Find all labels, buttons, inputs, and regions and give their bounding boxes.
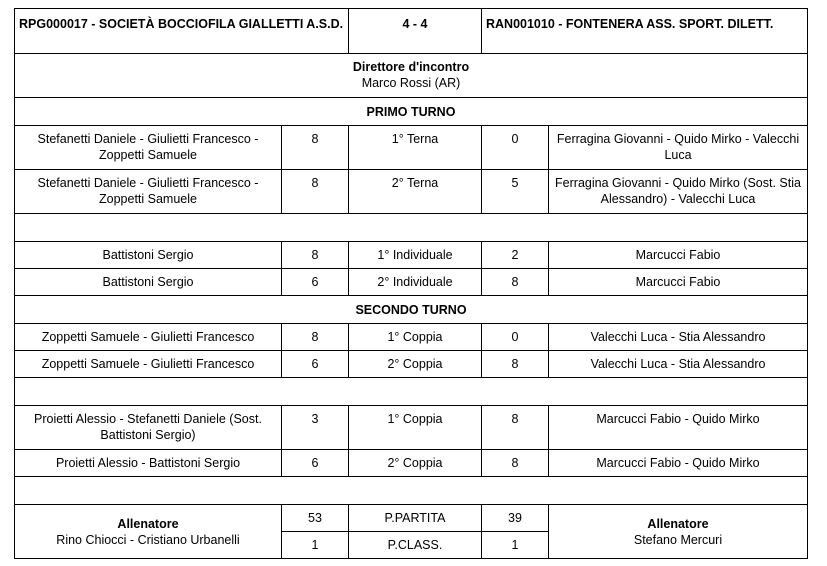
home-score: 3 [282,406,349,450]
round-title-row [15,296,808,324]
match-type: 2° Terna [349,170,482,214]
round-title-row [15,98,808,126]
match-row [15,269,808,296]
away-players: Ferragina Giovanni - Quido Mirko - Valecchi Luca [549,126,808,170]
match-row [15,324,808,351]
points-class-label: P.CLASS. [349,532,482,559]
match-row [15,450,808,477]
away-players: Valecchi Luca - Stia Alessandro [549,324,808,351]
match-type: 2° Coppia [349,450,482,477]
home-score: 6 [282,269,349,296]
match-type: 1° Coppia [349,324,482,351]
home-coach-name: Rino Chiocci - Cristiano Urbanelli [56,532,240,547]
second-round-title: SECONDO TURNO [15,296,808,324]
away-players: Marcucci Fabio - Quido Mirko [549,450,808,477]
away-players: Ferragina Giovanni - Quido Mirko (Sost. Stia Alessandro) - Valecchi Luca [549,170,808,214]
home-players: Battistoni Sergio [15,242,282,269]
home-players: Proietti Alessio - Stefanetti Daniele (Sost. Battistoni Sergio) [15,406,282,450]
away-score: 8 [482,406,549,450]
away-team-name: RAN001010 - FONTENERA ASS. SPORT. DILETT. [482,9,808,54]
home-coach-label: Allenatore [117,516,179,531]
home-players: Zoppetti Samuele - Giulietti Francesco [15,351,282,378]
match-type: 2° Coppia [349,351,482,378]
away-score: 8 [482,450,549,477]
match-row [15,351,808,378]
home-score: 6 [282,351,349,378]
away-score: 8 [482,351,549,378]
away-players: Marcucci Fabio [549,269,808,296]
spacer-row [15,214,808,242]
spacer-cell [15,378,808,406]
match-type: 1° Coppia [349,406,482,450]
director-label: Direttore d'incontro [352,60,470,74]
away-score: 8 [482,269,549,296]
home-score: 6 [282,450,349,477]
home-score: 8 [282,324,349,351]
match-type: 2° Individuale [349,269,482,296]
home-players: Proietti Alessio - Battistoni Sergio [15,450,282,477]
match-type: 1° Terna [349,126,482,170]
match-row [15,406,808,450]
away-coach-cell [549,505,808,559]
away-points-match: 39 [482,505,549,532]
home-score: 8 [282,242,349,269]
away-players: Valecchi Luca - Stia Alessandro [549,351,808,378]
home-score: 8 [282,126,349,170]
director-cell [15,54,808,98]
away-points-class: 1 [482,532,549,559]
away-score: 0 [482,324,549,351]
match-score: 4 - 4 [349,9,482,54]
home-coach-cell [15,505,282,559]
match-row [15,126,808,170]
match-row [15,170,808,214]
points-match-label: P.PARTITA [349,505,482,532]
home-players: Stefanetti Daniele - Giulietti Francesco - Zoppetti Samuele [15,170,282,214]
away-coach-name: Stefano Mercuri [633,532,723,547]
away-score: 2 [482,242,549,269]
home-score: 8 [282,170,349,214]
away-score: 5 [482,170,549,214]
first-round-title: PRIMO TURNO [15,98,808,126]
away-score: 0 [482,126,549,170]
match-report-table [14,8,808,559]
home-players: Zoppetti Samuele - Giulietti Francesco [15,324,282,351]
match-type: 1° Individuale [349,242,482,269]
away-players: Marcucci Fabio - Quido Mirko [549,406,808,450]
spacer-cell [15,214,808,242]
home-team-name: RPG000017 - SOCIETÀ BOCCIOFILA GIALLETTI A.S.D. [15,9,349,54]
home-points-class: 1 [282,532,349,559]
home-points-match: 53 [282,505,349,532]
away-coach-label: Allenatore [647,516,709,531]
director-name: Marco Rossi (AR) [361,76,461,90]
spacer-row [15,378,808,406]
away-players: Marcucci Fabio [549,242,808,269]
match-row [15,242,808,269]
home-players: Stefanetti Daniele - Giulietti Francesco - Zoppetti Samuele [15,126,282,170]
home-players: Battistoni Sergio [15,269,282,296]
director-row [15,54,808,98]
header-row [15,9,808,54]
footer-row-points-match [15,505,808,532]
spacer-cell [15,477,808,505]
spacer-row [15,477,808,505]
